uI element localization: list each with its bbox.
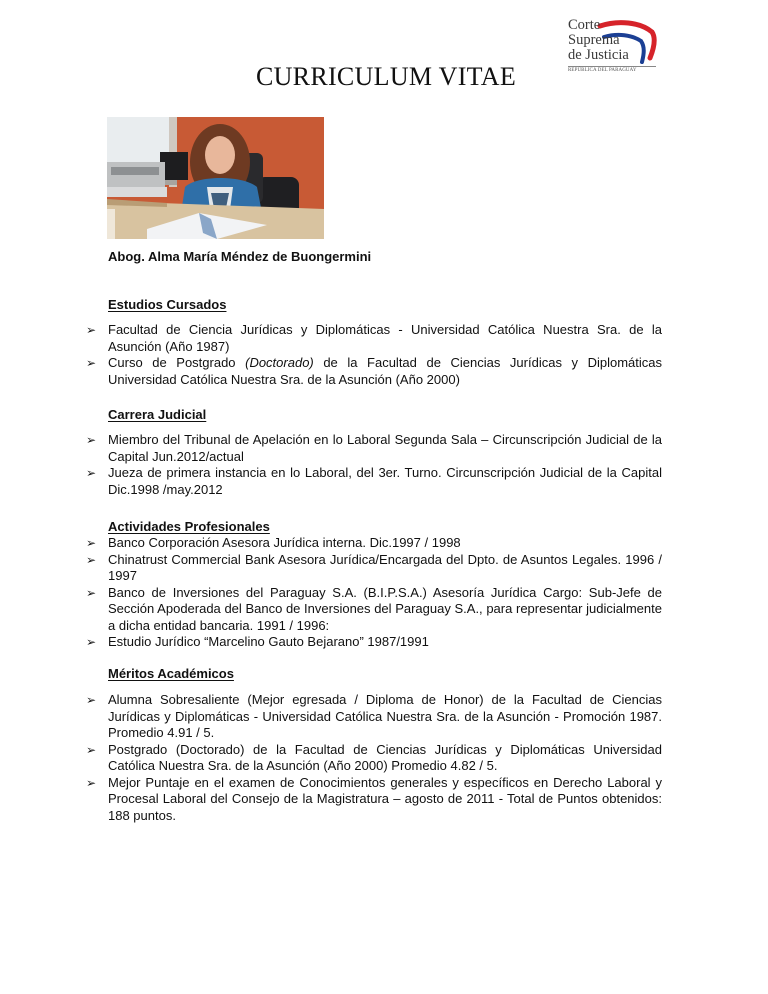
list-item-text: Alumna Sobresaliente (Mejor egresada / Diploma de Honor) de la Facultad de Ciencias Jurídicas y Diplomáticas - Universidad Católica Nuestra Sra. de la Asunción - Promoción 1987. Promedio 4.91 / 5. — [108, 692, 662, 740]
list-item — [86, 585, 662, 635]
list-item-text: Estudio Jurídico “Marcelino Gauto Bejarano” 1987/1991 — [108, 634, 429, 649]
document-title: CURRICULUM VITAE — [255, 62, 517, 91]
carrera-list — [86, 432, 662, 498]
arrow-bullet-icon: ➢ — [86, 356, 97, 370]
list-item — [86, 432, 662, 465]
list-item — [86, 355, 662, 388]
list-item — [86, 322, 662, 355]
list-item-text: Banco Corporación Asesora Jurídica interna. Dic.1997 / 1998 — [108, 535, 461, 550]
list-item-text-pre: Curso de Postgrado — [108, 355, 246, 370]
arrow-bullet-icon: ➢ — [86, 585, 97, 600]
logo-word-suprema: Suprema — [568, 32, 620, 48]
estudios-list — [86, 322, 662, 388]
arrow-bullet-icon: ➢ — [86, 433, 97, 447]
logo-word-corte: Corte — [568, 17, 601, 33]
meritos-list — [86, 692, 662, 824]
heading-meritos-academicos: Méritos Académicos — [108, 666, 234, 681]
heading-estudios-cursados: Estudios Cursados — [108, 297, 227, 312]
list-item-text — [108, 355, 662, 388]
list-item — [86, 742, 662, 775]
list-item-text: Banco de Inversiones del Paraguay S.A. (B.I.P.S.A.) Asesoría Jurídica Cargo: Sub-Jefe de Sección Apoderada del Banco de Inversiones del Paraguay S.A., para representar judicialmente a dicha entidad bancaria. 1991 / 1996: — [108, 584, 662, 633]
portrait-photo-icon — [107, 117, 324, 239]
list-item — [86, 692, 662, 742]
logo-word-justicia: de Justicia — [568, 47, 629, 63]
arrow-bullet-icon: ➢ — [86, 552, 97, 567]
arrow-bullet-icon: ➢ — [86, 323, 97, 337]
heading-actividades-profesionales: Actividades Profesionales — [108, 519, 270, 534]
arrow-bullet-icon: ➢ — [86, 635, 97, 649]
heading-carrera-judicial: Carrera Judicial — [108, 407, 207, 422]
arrow-bullet-icon: ➢ — [86, 742, 97, 757]
arrow-bullet-icon: ➢ — [86, 466, 97, 480]
candidate-name: Abog. Alma María Méndez de Buongermini — [108, 249, 372, 264]
portrait-photo — [107, 117, 324, 239]
list-item-text-post: de la Facultad de Ciencias Jurídicas y Diplomáticas Universidad Católica Nuestra Sra. de la Asunción (Año 2000) — [108, 355, 662, 387]
logo-subtitle: REPÚBLICA DEL PARAGUAY — [568, 66, 656, 73]
list-item-text: Facultad de Ciencia Jurídicas y Diplomáticas - Universidad Católica Nuestra Sra. de la Asunción (Año 1987) — [108, 322, 662, 354]
list-item-text: Postgrado (Doctorado) de la Facultad de Ciencias Jurídicas y Diplomáticas Universidad Católica Nuestra Sra. de la Asunción (Año 2000) Promedio 4.82 / 5. — [108, 741, 662, 773]
list-item — [86, 775, 662, 825]
list-item-text-italic: (Doctorado) — [245, 355, 314, 370]
list-item — [86, 535, 662, 552]
list-item — [86, 552, 662, 585]
actividades-list — [86, 535, 662, 651]
arrow-bullet-icon: ➢ — [86, 536, 97, 550]
list-item — [86, 465, 662, 498]
arrow-bullet-icon: ➢ — [86, 693, 97, 707]
list-item-text: Chinatrust Commercial Bank Asesora Jurídica/Encargada del Dpto. de Asuntos Legales. 1996 / 1997 — [108, 551, 662, 583]
list-item-text: Miembro del Tribunal de Apelación en lo Laboral Segunda Sala – Circunscripción Judicial de la Capital Jun.2012/actual — [108, 432, 662, 464]
list-item-text: Mejor Puntaje en el examen de Conocimientos generales y específicos en Derecho Laboral y Procesal Laboral del Consejo de la Magistratura – agosto de 2011 - Total de Puntos obtenidos: 188 puntos. — [108, 774, 662, 823]
arrow-bullet-icon: ➢ — [86, 775, 97, 790]
list-item-text: Jueza de primera instancia en lo Laboral, del 3er. Turno. Circunscripción Judicial de la Capital Dic.1998 /may.2012 — [108, 465, 662, 497]
list-item — [86, 634, 662, 651]
